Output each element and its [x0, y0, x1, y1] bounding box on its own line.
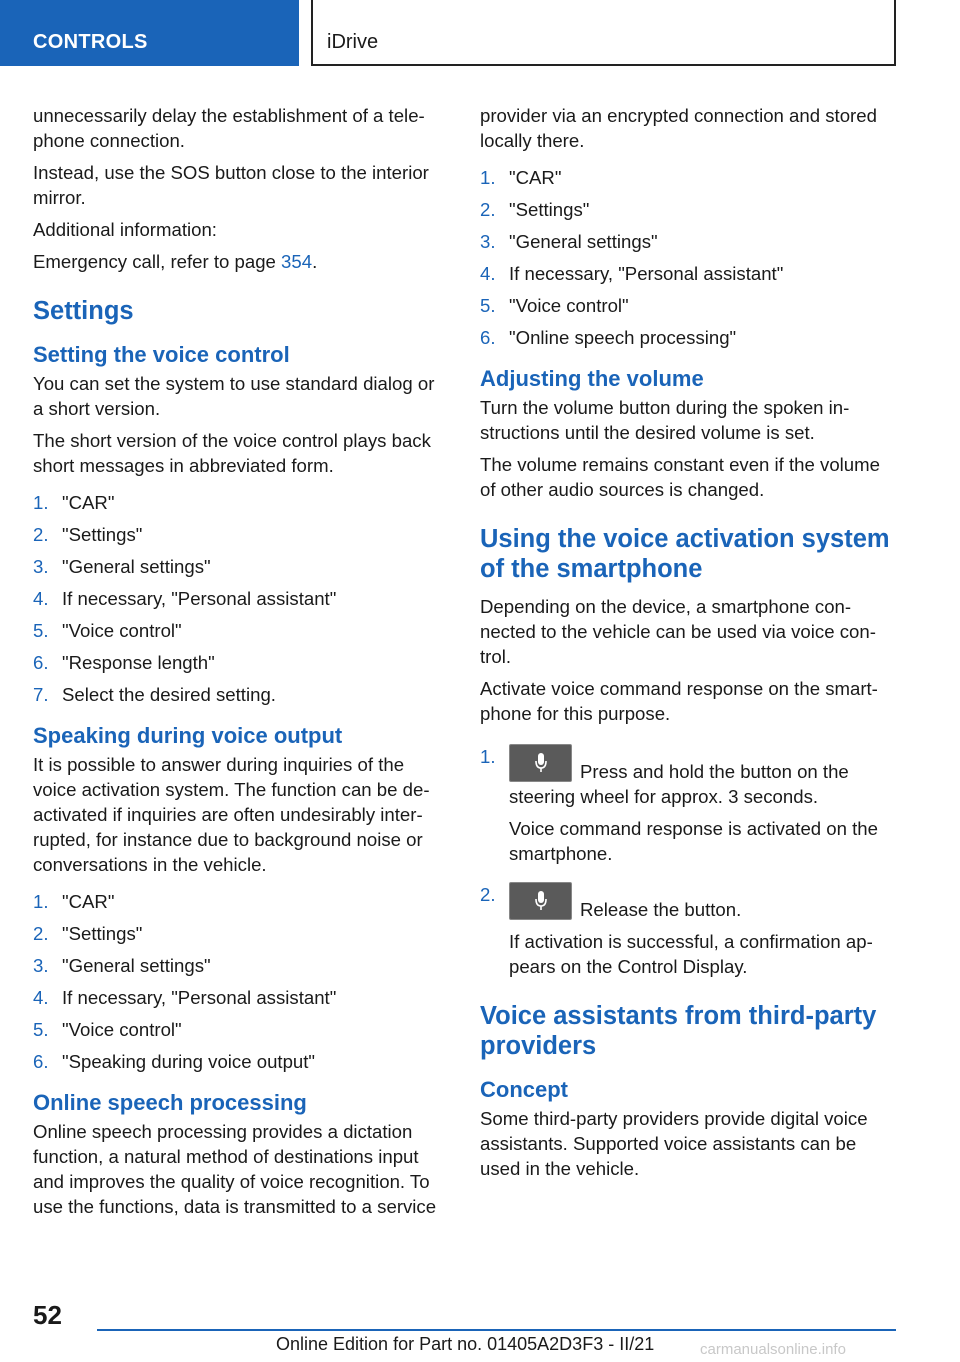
setting-voice-para-2: The short version of the voice control plays back short messages in abbreviated form.	[33, 430, 431, 476]
list-item	[33, 522, 448, 547]
right-column	[480, 103, 895, 1188]
intro-para-3: Additional information:	[33, 219, 217, 240]
step-text: "CAR"	[62, 891, 115, 912]
setting-voice-heading: Setting the voice control	[33, 342, 290, 367]
list-item	[33, 682, 448, 707]
step-text: Select the desired setting.	[62, 684, 276, 705]
step-sub-text: If activation is successful, a confirmation ap‐pears on the Control Display.	[509, 931, 873, 977]
volume-para-1: Turn the volume button during the spoken in‐structions until the desired volume is set.	[480, 397, 850, 443]
speaking-para: It is possible to answer during inquiries of the voice activation system. The function can be de‐activated if inquiries are often undesirably inter‐rupted, for instance due to background noise or conversations in the vehicle.	[33, 754, 430, 875]
online-steps	[480, 165, 895, 350]
step-number: 6.	[33, 652, 49, 673]
step-number: 4.	[480, 263, 496, 284]
step-number: 1.	[480, 746, 496, 767]
volume-para-2: The volume remains constant even if the volume of other audio sources is changed.	[480, 454, 880, 500]
concept-heading: Concept	[480, 1077, 568, 1102]
smartphone-steps	[480, 744, 895, 979]
list-item	[33, 490, 448, 515]
online-heading: Online speech processing	[33, 1090, 307, 1115]
step-text: If necessary, "Personal assistant"	[62, 588, 337, 609]
list-item	[480, 229, 895, 254]
step-text: "Online speech processing"	[509, 327, 737, 348]
step-number: 4.	[33, 987, 49, 1008]
step-number: 3.	[480, 231, 496, 252]
step-text: "Response length"	[62, 652, 215, 673]
step-number: 1.	[33, 492, 49, 513]
step-text: "Voice control"	[62, 620, 182, 641]
emergency-ref-text: Emergency call, refer to page	[33, 251, 282, 272]
step-number: 4.	[33, 588, 49, 609]
intro-para-2: Instead, use the SOS button close to the interior mirror.	[33, 162, 429, 208]
step-text: "CAR"	[62, 492, 115, 513]
step-text: "Settings"	[62, 524, 143, 545]
intro-para-1: unnecessarily delay the establishment of a tele‐phone connection.	[33, 105, 425, 151]
speaking-heading: Speaking during voice output	[33, 723, 343, 748]
voice-button-icon	[509, 744, 572, 782]
step-text: "General settings"	[509, 231, 658, 252]
list-item	[480, 165, 895, 190]
step-number: 1.	[480, 167, 496, 188]
third-party-heading: Voice assistants from third-party providers	[480, 1002, 877, 1060]
step-number: 2.	[33, 923, 49, 944]
page-number: 52	[33, 1300, 62, 1330]
step-text: "Settings"	[509, 199, 590, 220]
smartphone-heading: Using the voice activation system of the smartphone	[480, 525, 890, 583]
online-cont-para: provider via an encrypted connection and stored locally there.	[480, 105, 877, 151]
list-item	[480, 197, 895, 222]
step-number: 5.	[33, 620, 49, 641]
step-text: If necessary, "Personal assistant"	[509, 263, 784, 284]
list-item	[480, 293, 895, 318]
emergency-ref-end: .	[312, 251, 318, 272]
footer-divider	[97, 1329, 896, 1331]
list-item	[33, 1049, 448, 1074]
step-sub-text: Voice command response is activated on the smartphone.	[509, 818, 878, 864]
smartphone-para-2: Activate voice command response on the smart‐phone for this purpose.	[480, 678, 878, 724]
section-tab: CONTROLS	[0, 0, 299, 66]
volume-heading: Adjusting the volume	[480, 366, 704, 391]
step-text: "Settings"	[62, 923, 143, 944]
step-text: "CAR"	[509, 167, 562, 188]
list-item	[33, 554, 448, 579]
step-text: If necessary, "Personal assistant"	[62, 987, 337, 1008]
chapter-tab: iDrive	[311, 0, 896, 66]
footer-edition: Online Edition for Part no. 01405A2D3F3 - II/21	[276, 1334, 655, 1354]
settings-heading: Settings	[33, 297, 134, 325]
online-para: Online speech processing provides a dictation function, a natural method of destinations input and improves the quality of voice recognition. To use the functions, data is transmitted to a service	[33, 1121, 437, 1217]
speaking-steps	[33, 889, 448, 1074]
concept-para: Some third-party providers provide digital voice assistants. Supported voice assistants can be used in the vehicle.	[480, 1108, 868, 1179]
voice-button-icon	[509, 882, 572, 920]
step-number: 2.	[480, 884, 496, 905]
step-number: 6.	[33, 1051, 49, 1072]
page-header	[0, 0, 960, 66]
step-text: Release the button.	[580, 899, 742, 920]
step-number: 7.	[33, 684, 49, 705]
emergency-page-link[interactable]: 354	[281, 251, 313, 272]
setting-voice-para-1: You can set the system to use standard dialog or a short version.	[33, 373, 435, 419]
step-text: Press and hold the button on the steering wheel for approx. 3 seconds.	[509, 761, 849, 807]
list-item	[480, 882, 895, 979]
step-text: "General settings"	[62, 955, 211, 976]
smartphone-para-1: Depending on the device, a smartphone con‐nected to the vehicle can be used via voice con‐trol.	[480, 596, 876, 667]
list-item	[480, 325, 895, 350]
list-item	[480, 261, 895, 286]
list-item	[33, 889, 448, 914]
step-text: "Speaking during voice output"	[62, 1051, 316, 1072]
list-item	[33, 921, 448, 946]
list-item	[33, 586, 448, 611]
list-item	[480, 744, 895, 866]
step-number: 5.	[33, 1019, 49, 1040]
step-text: "Voice control"	[62, 1019, 182, 1040]
list-item	[33, 985, 448, 1010]
left-column	[33, 103, 448, 1226]
step-number: 5.	[480, 295, 496, 316]
list-item	[33, 953, 448, 978]
step-number: 1.	[33, 891, 49, 912]
list-item	[33, 618, 448, 643]
step-text: "Voice control"	[509, 295, 629, 316]
step-number: 3.	[33, 955, 49, 976]
step-number: 3.	[33, 556, 49, 577]
step-number: 2.	[33, 524, 49, 545]
step-number: 6.	[480, 327, 496, 348]
setting-voice-steps	[33, 490, 448, 707]
step-text: "General settings"	[62, 556, 211, 577]
list-item	[33, 1017, 448, 1042]
emergency-ref	[33, 249, 448, 274]
list-item	[33, 650, 448, 675]
watermark: carmanualsonline.info	[700, 1341, 846, 1358]
step-number: 2.	[480, 199, 496, 220]
